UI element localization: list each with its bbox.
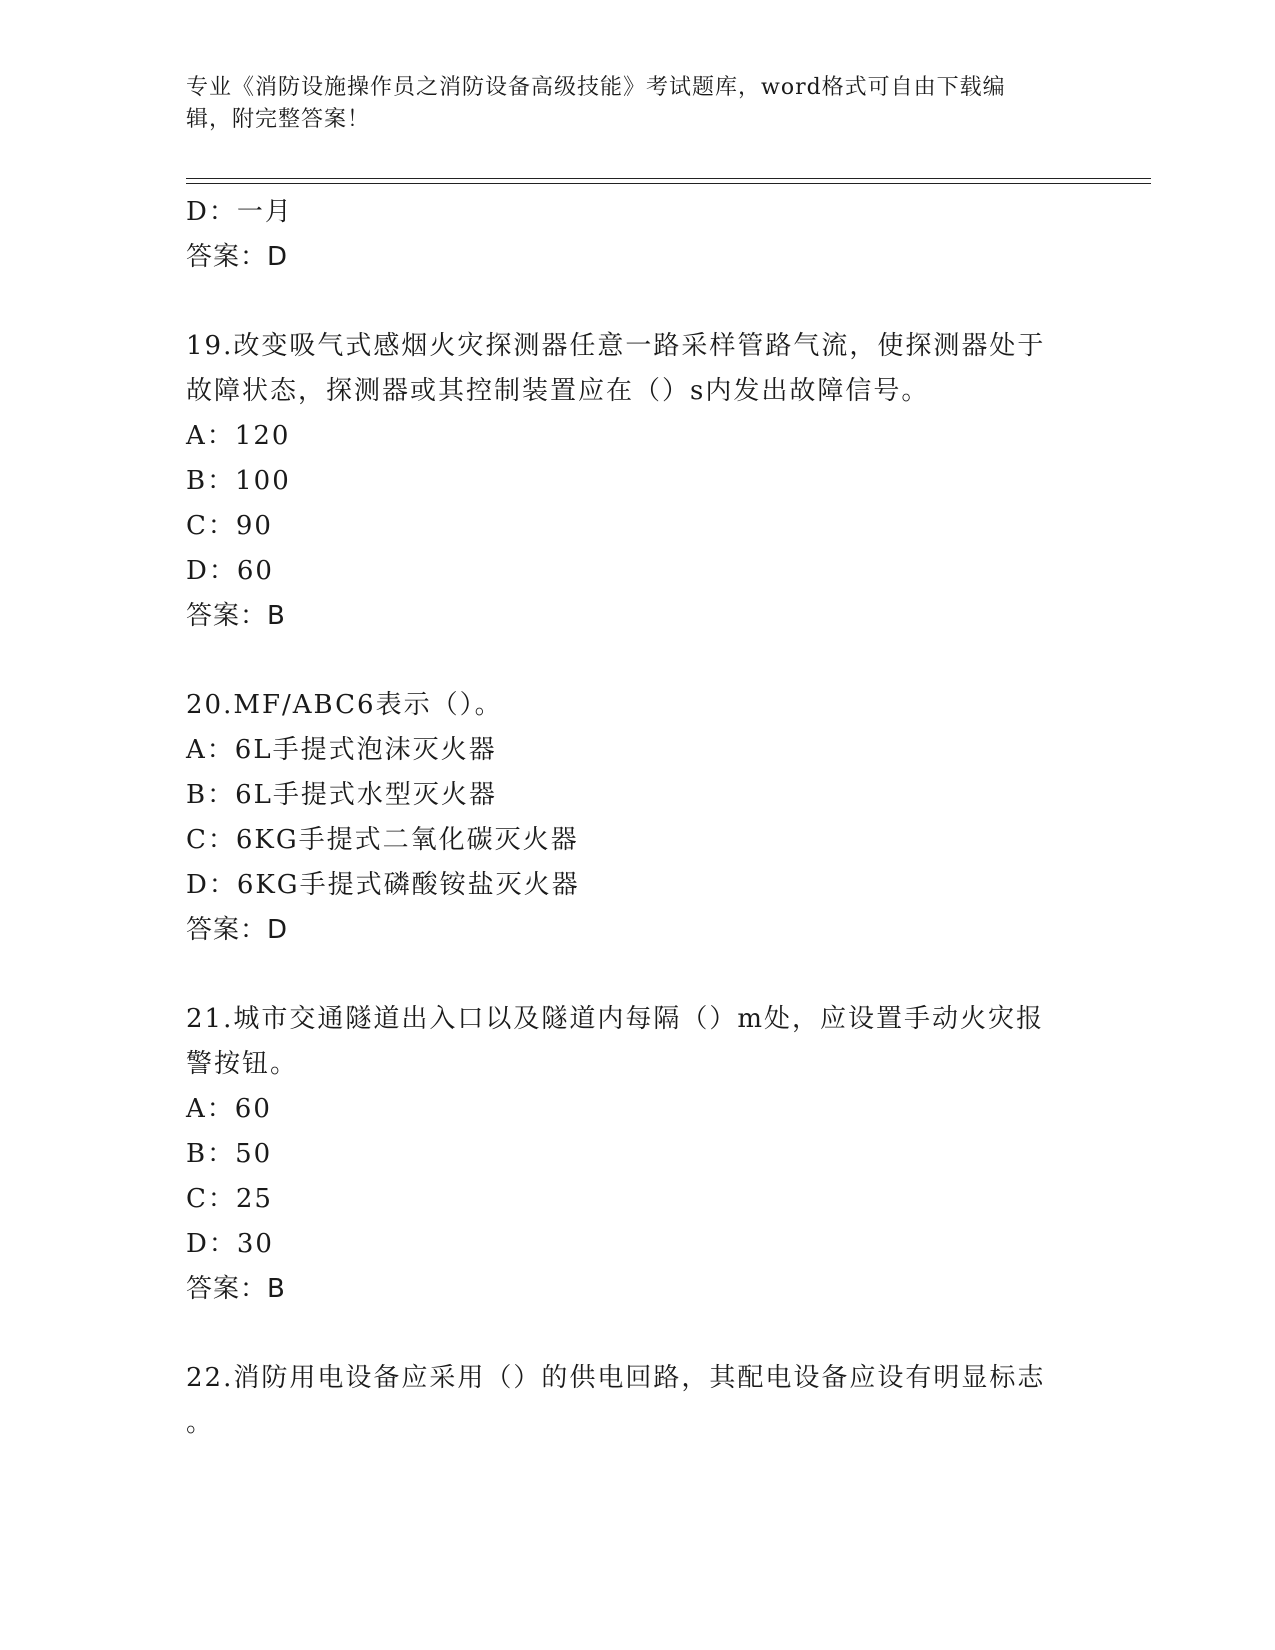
- question-text-line-2: 。: [186, 1408, 215, 1438]
- option-b: B：50: [186, 1139, 273, 1169]
- question-18-fragment: [186, 190, 1086, 280]
- question-22: [186, 1356, 1086, 1446]
- option-a: A：60: [186, 1094, 272, 1124]
- option-a: A：120: [186, 421, 291, 451]
- question-text-line-1: 20.MF/ABC6表示（）。: [186, 690, 503, 720]
- header-line-1: 专业《消防设施操作员之消防设备高级技能》考试题库，word格式可自由下载编: [186, 75, 1006, 100]
- question-text-line-2: 故障状态，探测器或其控制装置应在（）s内发出故障信号。: [186, 376, 930, 406]
- spacer: [186, 953, 1086, 997]
- answer-line: 答案：B: [186, 601, 286, 631]
- spacer: [186, 280, 1086, 324]
- document-body: [186, 190, 1086, 1446]
- option-c: C：6KG手提式二氧化碳灭火器: [186, 825, 579, 855]
- option-a: A：6L手提式泡沫灭火器: [186, 735, 497, 765]
- answer-line: 答案：D: [186, 915, 289, 945]
- option-d: D：60: [186, 556, 274, 586]
- spacer: [186, 1312, 1086, 1356]
- option-d: D：6KG手提式磷酸铵盐灭火器: [186, 870, 580, 900]
- header-line-2: 辑，附完整答案！: [186, 107, 371, 132]
- answer-line: 答案：D: [186, 242, 289, 272]
- spacer: [186, 639, 1086, 683]
- question-text-line-1: 19.改变吸气式感烟火灾探测器任意一路采样管路气流，使探测器处于: [186, 331, 1046, 361]
- option-d: D：一月: [186, 197, 293, 227]
- question-text-line-2: 警按钮。: [186, 1049, 299, 1079]
- question-text-line-1: 21.城市交通隧道出入口以及隧道内每隔（）m处，应设置手动火灾报: [186, 1004, 1045, 1034]
- question-21: [186, 997, 1086, 1312]
- question-20: [186, 683, 1086, 953]
- answer-line: 答案：B: [186, 1274, 286, 1304]
- option-c: C：90: [186, 511, 273, 541]
- option-c: C：25: [186, 1184, 273, 1214]
- question-19: [186, 324, 1086, 639]
- option-d: D：30: [186, 1229, 274, 1259]
- option-b: B：6L手提式水型灭火器: [186, 780, 497, 810]
- header-divider-top: [186, 178, 1151, 179]
- header-divider-bottom: [186, 183, 1151, 184]
- document-header: [186, 72, 1066, 136]
- option-b: B：100: [186, 466, 291, 496]
- question-text-line-1: 22.消防用电设备应采用（）的供电回路，其配电设备应设有明显标志: [186, 1363, 1046, 1393]
